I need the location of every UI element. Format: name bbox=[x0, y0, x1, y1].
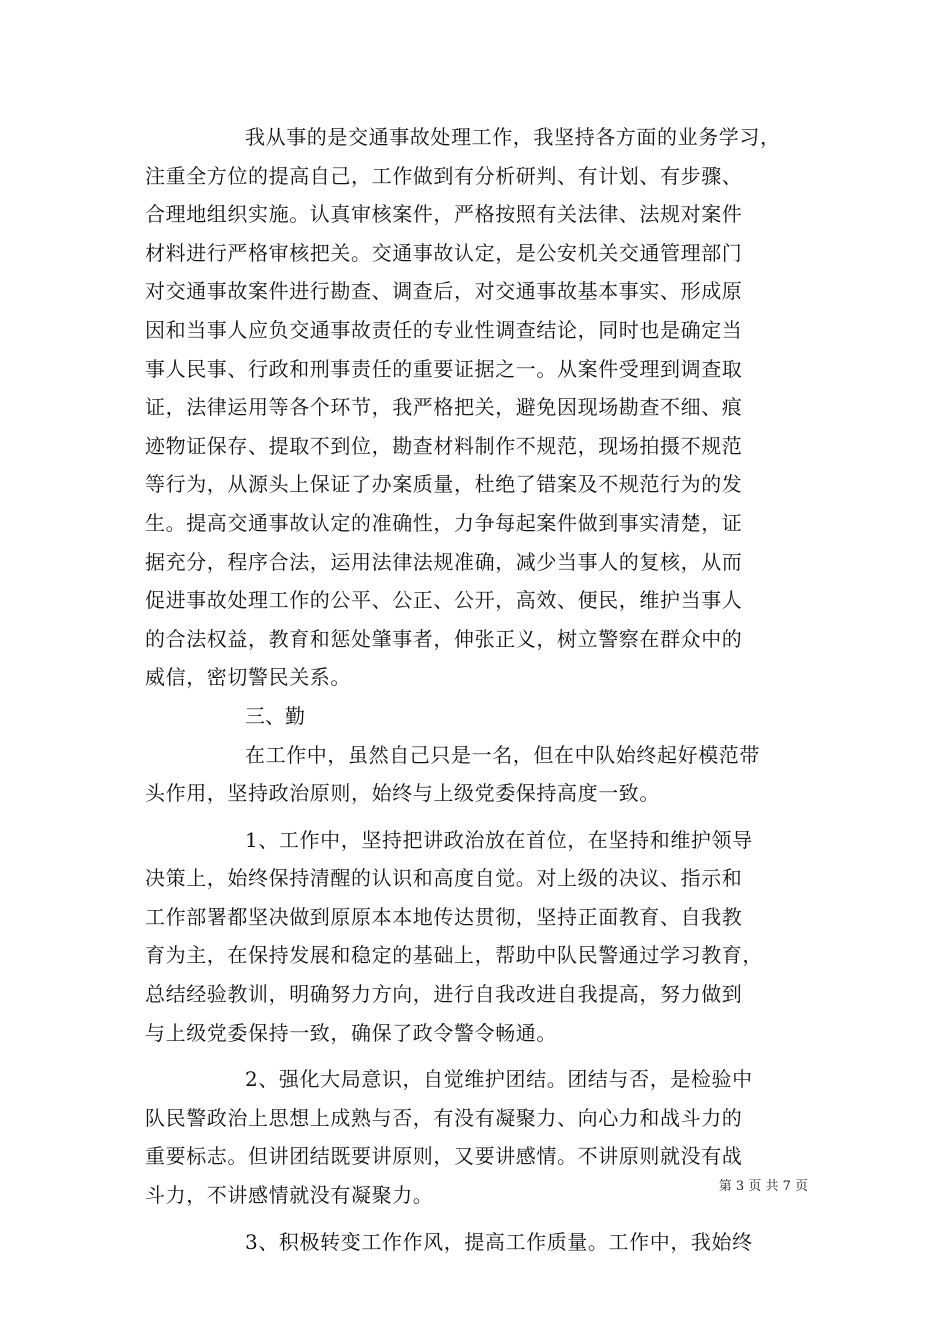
paragraph-traffic-accident bbox=[145, 118, 807, 697]
text-line: 证，法律运用等各个环节，我严格把关，避免因现场勘查不细、痕 bbox=[145, 395, 743, 420]
text-line: 2、强化大局意识，自觉维护团结。团结与否，是检验中 bbox=[245, 1067, 753, 1092]
text-line: 事人民事、行政和刑事责任的重要证据之一。从案件受理到调查取 bbox=[145, 356, 743, 381]
text-line: 斗力，不讲感情就没有凝聚力。 bbox=[145, 1183, 434, 1208]
paragraph-item-1 bbox=[145, 821, 807, 1053]
paragraph-gap bbox=[145, 813, 807, 821]
text-line: 头作用，坚持政治原则，始终与上级党委保持高度一致。 bbox=[145, 781, 660, 806]
text-line: 我从事的是交通事故处理工作，我坚持各方面的业务学习， bbox=[245, 125, 781, 149]
text-line: 1、工作中，坚持把讲政治放在首位，在坚持和维护领导 bbox=[245, 827, 753, 852]
text-line: 因和当事人应负交通事故责任的专业性调查结论，同时也是确定当 bbox=[145, 317, 743, 342]
text-line: 总结经验教训，明确努力方向，进行自我改进自我提高，努力做到 bbox=[145, 982, 743, 1007]
text-line: 据充分，程序合法，运用法律法规准确，减少当事人的复核，从而 bbox=[145, 549, 743, 574]
text-line: 促进事故处理工作的公平、公正、公开，高效、便民，维护当事人 bbox=[145, 588, 743, 613]
text-line: 工作部署都坚决做到原原本本地传达贯彻，坚持正面教育、自我教 bbox=[145, 904, 743, 929]
text-line: 对交通事故案件进行勘查、调查后，对交通事故基本事实、形成原 bbox=[145, 279, 743, 304]
text-line: 注重全方位的提高自己，工作做到有分析研判、有计划、有步骤、 bbox=[145, 163, 743, 188]
text-line: 与上级党委保持一致，确保了政令警令畅通。 bbox=[145, 1020, 557, 1045]
paragraph-gap bbox=[145, 1052, 807, 1060]
page-footer bbox=[0, 1175, 950, 1194]
text-line: 队民警政治上思想上成熟与否，有没有凝聚力、向心力和战斗力的 bbox=[145, 1105, 743, 1130]
text-line: 育为主，在保持发展和稳定的基础上，帮助中队民警通过学习教育， bbox=[145, 943, 763, 968]
text-line: 在工作中，虽然自己只是一名，但在中队始终起好模范带 bbox=[245, 742, 760, 767]
text-line: 3、积极转变工作作风，提高工作质量。工作中，我始终 bbox=[245, 1229, 753, 1254]
paragraph-item-3 bbox=[145, 1223, 807, 1262]
paragraph-intro-diligence bbox=[145, 736, 807, 813]
text-line: 等行为，从源头上保证了办案质量，杜绝了错案及不规范行为的发 bbox=[145, 472, 743, 497]
text-line: 重要标志。但讲团结既要讲原则，又要讲感情。不讲原则就没有战 bbox=[145, 1144, 743, 1169]
section-heading: 三、勤 bbox=[245, 703, 305, 728]
text-line: 合理地组织实施。认真审核案件，严格按照有关法律、法规对案件 bbox=[145, 202, 743, 227]
page-number: 第 3 页 共 7 页 bbox=[718, 1179, 808, 1194]
document-body bbox=[145, 118, 807, 1261]
text-line: 生。提高交通事故认定的准确性，力争每起案件做到事实清楚，证 bbox=[145, 510, 743, 535]
text-line: 威信，密切警民关系。 bbox=[145, 665, 351, 690]
text-line: 决策上，始终保持清醒的认识和高度自觉。对上级的决议、指示和 bbox=[145, 866, 743, 891]
text-line: 材料进行严格审核把关。交通事故认定，是公安机关交通管理部门 bbox=[145, 240, 743, 265]
text-line: 迹物证保存、提取不到位，勘查材料制作不规范，现场拍摄不规范 bbox=[145, 433, 743, 458]
paragraph-gap bbox=[145, 1215, 807, 1223]
text-line: 的合法权益，教育和惩处肇事者，伸张正义，树立警察在群众中的 bbox=[145, 626, 743, 651]
